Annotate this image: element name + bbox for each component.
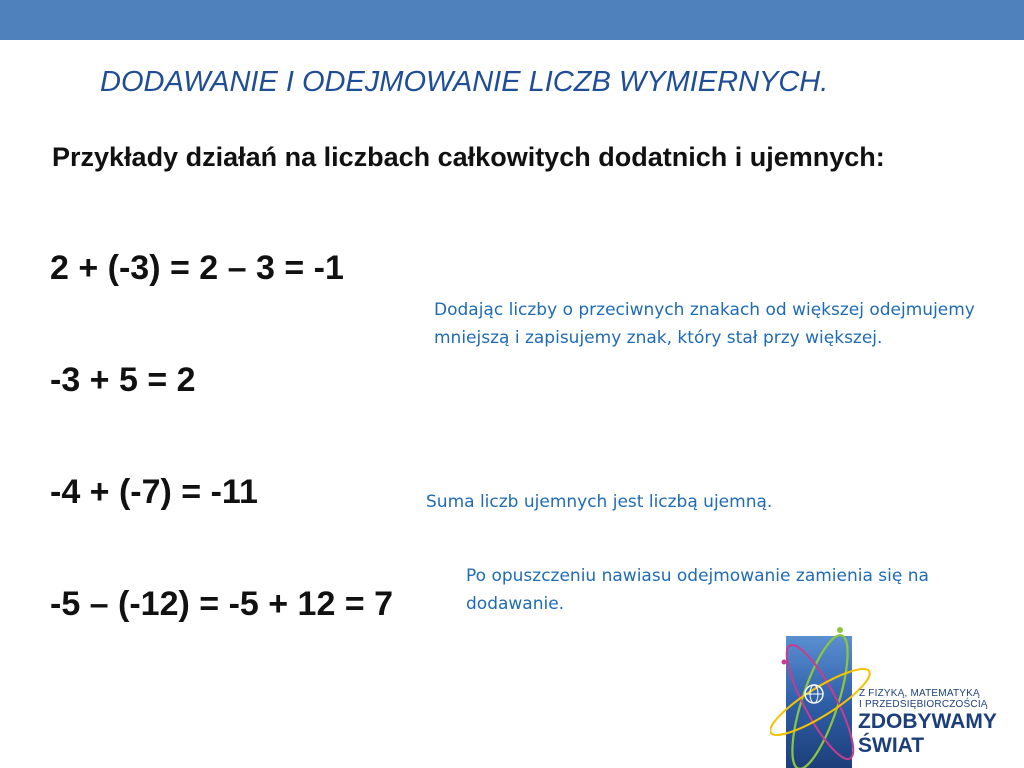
project-logo bbox=[770, 622, 1024, 768]
note-parentheses: Po opuszczeniu nawiasu odejmowanie zamienia się na dodawanie. bbox=[466, 566, 929, 614]
logo-title-line2: ŚWIAT bbox=[858, 734, 925, 757]
equation-4: -5 – (-12) = -5 + 12 = 7 bbox=[50, 585, 394, 623]
equation-3: -4 + (-7) = -11 bbox=[50, 473, 258, 511]
logo-tagline-line2: I PRZEDSIĘBIORCZOŚCIĄ bbox=[859, 699, 988, 710]
note-opposite-signs: Dodając liczby o przeciwnych znakach od większej odejmujemy mniejszą i zapisujemy znak, który stał przy większej. bbox=[434, 300, 975, 348]
equation-2: -3 + 5 = 2 bbox=[50, 361, 196, 399]
equation-1: 2 + (-3) = 2 – 3 = -1 bbox=[50, 249, 344, 287]
slide-title: DODAWANIE I ODEJMOWANIE LICZB WYMIERNYCH. bbox=[100, 66, 829, 98]
logo-tagline-line1: Z FIZYKĄ, MATEMATYKĄ bbox=[859, 688, 980, 699]
note-negative-sum: Suma liczb ujemnych jest liczbą ujemną. bbox=[426, 492, 773, 512]
top-accent-bar bbox=[0, 0, 1024, 40]
slide-subtitle: Przykłady działań na liczbach całkowitych dodatnich i ujemnych: bbox=[52, 142, 885, 172]
logo-title-line1: ZDOBYWAMY bbox=[858, 710, 997, 733]
